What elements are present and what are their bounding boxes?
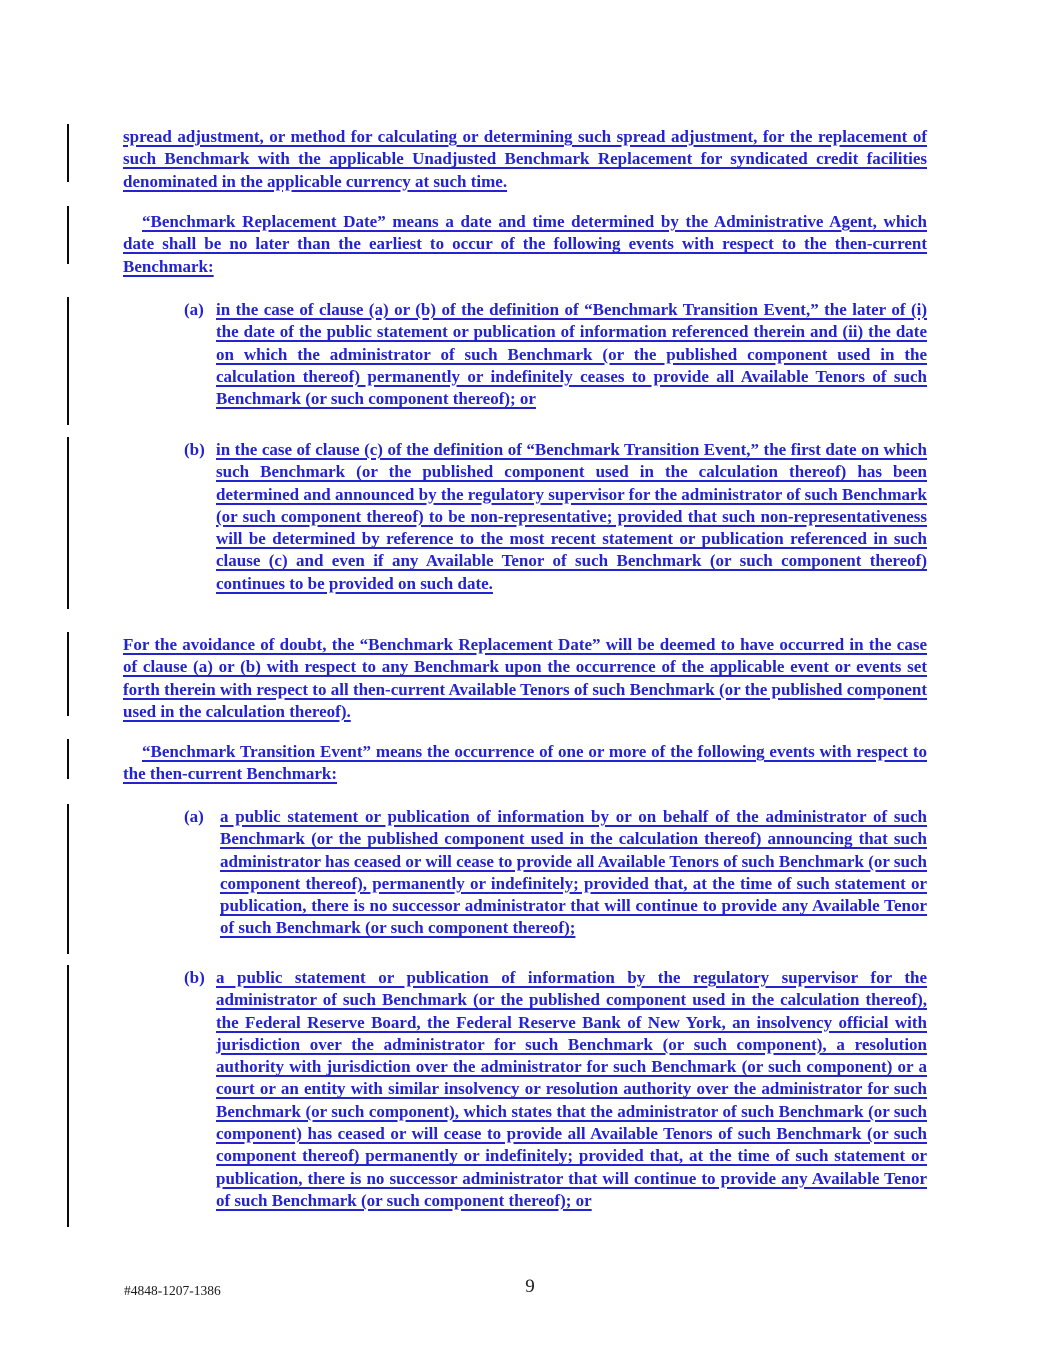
list-marker-b: (b)	[184, 968, 205, 987]
list-item-text: a public statement or publication of information by or on behalf of the administrator of such Benchmark (or the published component used in the calculation thereof) announcing that such administrator has ceased or will cease to provide all Available Tenors of such Benchmark (or such component thereof), permanently or indefinitely; provided that, at the time of such statement or publication, there is no successor administrator that will continue to provide any Available Tenor of such Benchmark (or such component thereof);	[220, 807, 927, 938]
transition-event-clause-b	[184, 967, 927, 1212]
list-marker-a: (a)	[184, 300, 204, 319]
list-marker-a: (a)	[184, 807, 204, 826]
benchmark-transition-event-definition: “Benchmark Transition Event” means the occurrence of one or more of the following events with respect to the then-current Benchmark:	[123, 742, 927, 784]
change-bar	[67, 124, 69, 182]
avoidance-of-doubt-paragraph: For the avoidance of doubt, the “Benchmark Replacement Date” will be deemed to have occurred in the case of clause (a) or (b) with respect to any Benchmark upon the occurrence of the applicable event or events set forth therein with respect to all then-current Available Tenors of such Benchmark (or the published component used in the calculation thereof).	[123, 635, 927, 721]
change-bar	[67, 804, 69, 954]
document-id: #4848-1207-1386	[124, 1283, 221, 1298]
list-item-text: in the case of clause (a) or (b) of the definition of “Benchmark Transition Event,” the later of (i) the date of the public statement or publication of information referenced therein and (ii) the date on which the administrator of such Benchmark (or the published component used in the calculation thereof) permanently or indefinitely ceases to provide all Available Tenors of such Benchmark (or such component thereof); or	[216, 300, 927, 409]
benchmark-replacement-date-definition: “Benchmark Replacement Date” means a date and time determined by the Administrative Agent, which date shall be no later than the earliest to occur of the following events with respect to the then-current Benchmark:	[123, 212, 927, 276]
change-bar	[67, 437, 69, 609]
list-marker-b: (b)	[184, 440, 205, 459]
transition-event-clause-a	[184, 806, 927, 940]
list-item-text: in the case of clause (c) of the definition of “Benchmark Transition Event,” the first date on which such Benchmark (or the published component used in the calculation thereof) has been determined and announced by the regulatory supervisor for the administrator of such Benchmark (or such component thereof) to be non-representative; provided that such non-representativeness will be determined by reference to the most recent statement or publication referenced in such clause (c) and even if any Available Tenor of such Benchmark (or such component thereof) continues to be provided on such date.	[216, 440, 927, 593]
continuation-paragraph: spread adjustment, or method for calculating or determining such spread adjustment, for the replacement of such Benchmark with the applicable Unadjusted Benchmark Replacement for syndicated credit facilities denominated in the applicable currency at such time.	[123, 127, 927, 191]
change-bar	[67, 632, 69, 716]
change-bar	[67, 297, 69, 425]
replacement-date-clause-a	[184, 299, 927, 410]
list-item-text: a public statement or publication of information by the regulatory supervisor for the administrator of such Benchmark (or the published component used in the calculation thereof), the Federal Reserve Board, the Federal Reserve Bank of New York, an insolvency official with jurisdiction over the administrator for such Benchmark (or such component), a resolution authority with jurisdiction over the administrator for such Benchmark (or such component) or a court or an entity with similar insolvency or resolution authority over the administrator for such Benchmark (or such component), which states that the administrator of such Benchmark (or such component) has ceased or will cease to provide all Available Tenors of such Benchmark (or such component thereof) permanently or indefinitely; provided that, at the time of such statement or publication, there is no successor administrator that will continue to provide any Available Tenor of such Benchmark (or such component thereof); or	[216, 968, 927, 1210]
change-bar	[67, 206, 69, 264]
change-bar	[67, 739, 69, 779]
page-number: 9	[525, 1276, 535, 1297]
replacement-date-clause-b	[184, 439, 927, 595]
change-bar	[67, 965, 69, 1227]
